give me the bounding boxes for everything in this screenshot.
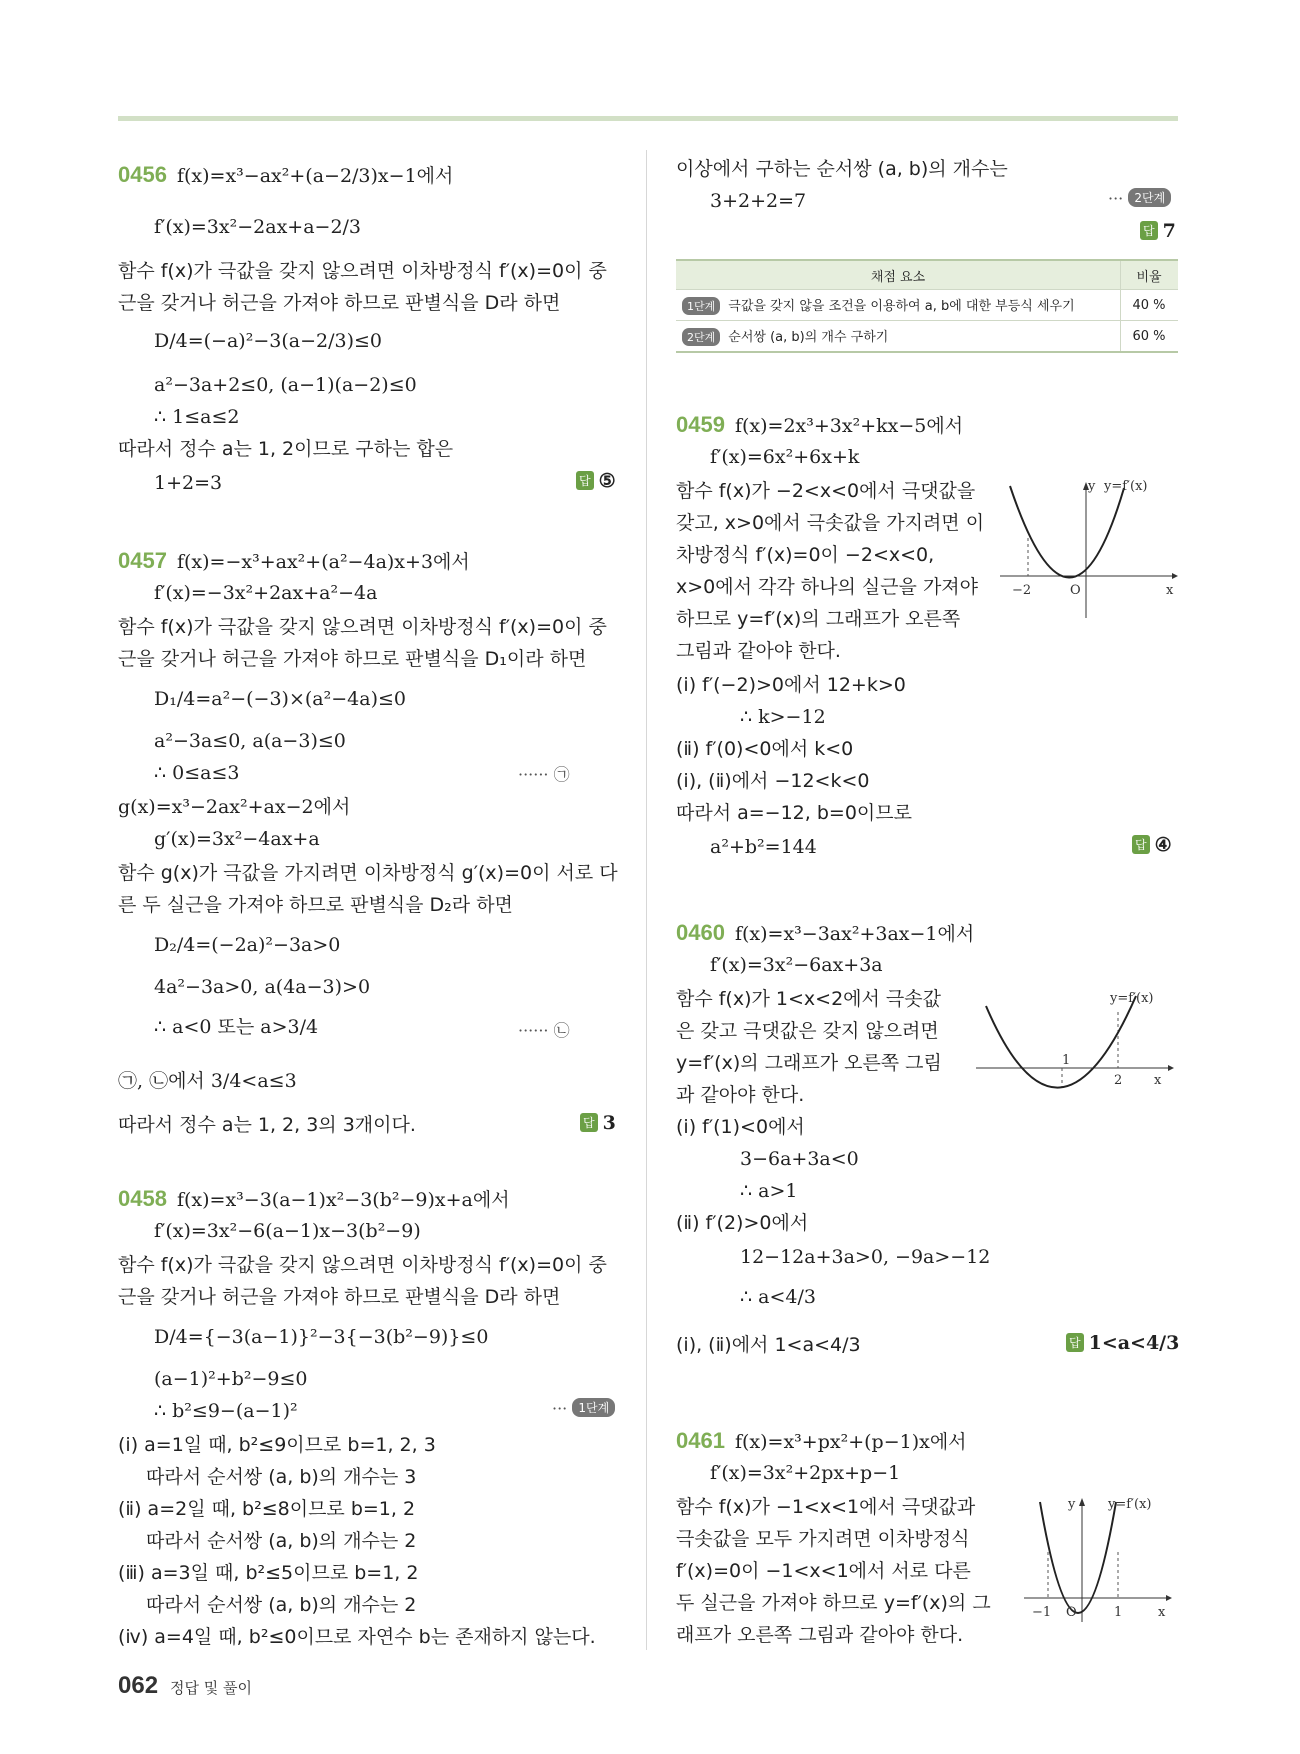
text-line: 극솟값을 모두 가지려면 이차방정식 [676, 1528, 970, 1550]
answer: 답 1<a<4/3 [1066, 1332, 1179, 1354]
formula-line: g′(x)=3x²−4ax+a [154, 828, 320, 850]
formula-line: ㉠, ㉡에서 3/4<a≤3 [118, 1070, 297, 1092]
formula-line: g(x)=x³−2ax²+ax−2에서 [118, 796, 351, 818]
y-label: y [1068, 1497, 1076, 1512]
case-line: 따라서 순서쌍 (a, b)의 개수는 3 [146, 1466, 417, 1488]
text-line: 함수 f(x)가 극값을 갖지 않으려면 이차방정식 f′(x)=0이 중 [118, 616, 607, 638]
formula-line: ∴ 1≤a≤2 [154, 406, 240, 428]
table-header-row [676, 260, 1178, 290]
tick-label: 1 [1062, 1053, 1071, 1068]
case-line: 따라서 순서쌍 (a, b)의 개수는 2 [146, 1594, 417, 1616]
text-line: 그림과 같아야 한다. [676, 640, 841, 662]
stage-1-badge: 1단계 [572, 1398, 615, 1417]
formula-line: 1+2=3 [154, 472, 223, 494]
y-label: y [1088, 479, 1096, 494]
formula-line: a²−3a≤0, a(a−3)≤0 [154, 730, 346, 752]
formula-line: ∴ a>1 [740, 1180, 798, 1202]
marker-2: ······ ㉡ [518, 1021, 570, 1040]
formula-line: ∴ 0≤a≤3 [154, 762, 240, 784]
formula-line: 3+2+2=7 [710, 190, 807, 212]
formula-line: f(x)=2x³+3x²+kx−5에서 [734, 415, 964, 437]
text-line: 과 같아야 한다. [676, 1084, 805, 1106]
origin-label: O [1066, 1605, 1077, 1620]
text-line: 래프가 오른쪽 그림과 같아야 한다. [676, 1624, 964, 1646]
text-line: 은 갖고 극댓값은 갖지 않으려면 [676, 1020, 939, 1042]
case-line: (ⅰ), (ⅱ)에서 1<a<4/3 [676, 1334, 861, 1356]
table-row [676, 321, 1178, 353]
text-line: 따라서 정수 a는 1, 2이므로 구하는 합은 [118, 438, 454, 460]
case-line: (ⅱ) f′(2)>0에서 [676, 1212, 809, 1234]
formula-line: f′(x)=−3x²+2ax+a²−4a [154, 582, 378, 604]
problem-0460-header [676, 920, 974, 947]
tick-label: −2 [1012, 583, 1032, 598]
formula-line: D/4={−3(a−1)}²−3{−3(b²−9)}≤0 [154, 1326, 489, 1348]
top-rule [118, 116, 1178, 121]
graph-0461 [1016, 1494, 1176, 1624]
graph-0460 [976, 984, 1176, 1094]
problem-number: 0459 [676, 412, 725, 437]
text-line: 함수 f(x)가 −1<x<1에서 극댓값과 [676, 1496, 976, 1518]
formula-line: f′(x)=3x²−2ax+a−2/3 [154, 216, 362, 238]
problem-0459-header [676, 412, 963, 439]
text-line: 따라서 a=−12, b=0이므로 [676, 802, 912, 824]
answer-badge: 답 [1066, 1333, 1084, 1352]
answer-badge: 답 [576, 471, 594, 490]
problem-0461-header [676, 1428, 967, 1455]
formula-line: D₁/4=a²−(−3)×(a²−4a)≤0 [154, 688, 406, 710]
marker-1: ······ ㉠ [518, 765, 570, 784]
column-divider [646, 150, 647, 1650]
formula-line: f′(x)=3x²−6ax+3a [710, 954, 883, 976]
stage-marker: ··· 1단계 [552, 1398, 615, 1418]
problem-0456-header [118, 162, 453, 189]
formula-line: (a−1)²+b²−9≤0 [154, 1368, 308, 1390]
formula-line: ∴ b²≤9−(a−1)² [154, 1400, 298, 1422]
text-line: 른 두 실근을 가져야 하므로 판별식을 D₂라 하면 [118, 894, 513, 916]
formula-line: f(x)=x³−3ax²+3ax−1에서 [734, 923, 975, 945]
x-label: x [1166, 583, 1174, 598]
tick-label: 1 [1114, 1605, 1123, 1620]
origin-label: O [1070, 583, 1081, 598]
table-cell: 40 % [1121, 290, 1179, 321]
formula-line: f(x)=x³−ax²+(a−2/3)x−1에서 [176, 165, 454, 187]
text-line: 함수 g(x)가 극값을 가지려면 이차방정식 g′(x)=0이 서로 다 [118, 862, 618, 884]
case-line: (ⅰ) a=1일 때, b²≤9이므로 b=1, 2, 3 [118, 1434, 436, 1456]
problem-number: 0456 [118, 162, 167, 187]
formula-line: f(x)=x³−3(a−1)x²−3(b²−9)x+a에서 [176, 1189, 510, 1211]
curve [1040, 1502, 1116, 1613]
table-row [676, 290, 1178, 321]
footer-label: 정답 및 풀이 [170, 1679, 252, 1697]
scoring-table [676, 259, 1178, 353]
problem-0457-header [118, 548, 470, 575]
x-arrow [1172, 573, 1178, 579]
formula-line: ∴ a<0 또는 a>3/4 [154, 1016, 319, 1038]
formula-line: D/4=(−a)²−3(a−2/3)≤0 [154, 330, 382, 352]
answer-badge: 답 [1140, 221, 1158, 240]
case-line: (ⅲ) a=3일 때, b²≤5이므로 b=1, 2 [118, 1562, 419, 1584]
x-label: x [1154, 1073, 1162, 1088]
text-line: 이상에서 구하는 순서쌍 (a, b)의 개수는 [676, 158, 1008, 180]
formula-line: D₂/4=(−2a)²−3a>0 [154, 934, 341, 956]
tick-label: −1 [1032, 1605, 1052, 1620]
text-line: y=f′(x)의 그래프가 오른쪽 그림 [676, 1052, 942, 1074]
formula-line: 4a²−3a>0, a(4a−3)>0 [154, 976, 371, 998]
curve-label: y=f′(x) [1108, 1497, 1152, 1512]
x-label: x [1158, 1605, 1166, 1620]
text-line: 함수 f(x)가 극값을 갖지 않으려면 이차방정식 f′(x)=0이 중 [118, 1254, 607, 1276]
case-line: (ⅱ) f′(0)<0에서 k<0 [676, 738, 854, 760]
table-cell: 60 % [1121, 321, 1179, 353]
table-cell: 2단계 순서쌍 (a, b)의 개수 구하기 [676, 321, 1121, 353]
text-line: 두 실근을 가져야 하므로 y=f′(x)의 그 [676, 1592, 991, 1614]
curve [1010, 486, 1124, 578]
answer: 답 ④ [1132, 834, 1172, 856]
answer-badge: 답 [1132, 835, 1150, 854]
problem-number: 0461 [676, 1428, 725, 1453]
text-line: 근을 갖거나 허근을 가져야 하므로 판별식을 D₁이라 하면 [118, 648, 587, 670]
formula-line: a²+b²=144 [710, 836, 817, 858]
text-line: 근을 갖거나 허근을 가져야 하므로 판별식을 D라 하면 [118, 292, 561, 314]
text-line: 차방정식 f′(x)=0이 −2<x<0, [676, 544, 935, 566]
table-header: 채점 요소 [676, 260, 1121, 290]
problem-number: 0458 [118, 1186, 167, 1211]
problem-number: 0460 [676, 920, 725, 945]
case-line: (ⅰ) f′(−2)>0에서 12+k>0 [676, 674, 906, 696]
formula-line: f′(x)=3x²+2px+p−1 [710, 1462, 901, 1484]
answer: 답 7 [1140, 220, 1176, 242]
case-line: (ⅰ) f′(1)<0에서 [676, 1116, 805, 1138]
formula-line: f(x)=−x³+ax²+(a²−4a)x+3에서 [176, 551, 470, 573]
graph-0459 [1000, 478, 1180, 618]
tick-label: 2 [1114, 1073, 1123, 1088]
text-line: 함수 f(x)가 1<x<2에서 극솟값 [676, 988, 941, 1010]
curve-label: y=f′(x) [1110, 991, 1154, 1006]
answer: 답 3 [580, 1112, 616, 1134]
case-line: 따라서 순서쌍 (a, b)의 개수는 2 [146, 1530, 417, 1552]
problem-number: 0457 [118, 548, 167, 573]
answer: 답 ⑤ [576, 470, 616, 492]
formula-line: f′(x)=3x²−6(a−1)x−3(b²−9) [154, 1220, 421, 1242]
text-line: 갖고, x>0에서 극솟값을 가지려면 이 [676, 512, 985, 534]
x-arrow [1168, 1065, 1174, 1071]
formula-line: 12−12a+3a>0, −9a>−12 [740, 1246, 991, 1268]
formula-line: f(x)=x³+px²+(p−1)x에서 [734, 1431, 967, 1453]
x-arrow [1166, 1595, 1172, 1601]
y-arrow [1079, 1498, 1085, 1506]
text-line: 근을 갖거나 허근을 가져야 하므로 판별식을 D라 하면 [118, 1286, 561, 1308]
formula-line: 3−6a+3a<0 [740, 1148, 859, 1170]
text-line: 하므로 y=f′(x)의 그래프가 오른쪽 [676, 608, 961, 630]
formula-line: f′(x)=6x²+6x+k [710, 446, 860, 468]
stage-2-badge: 2단계 [1128, 188, 1171, 207]
text-line: 따라서 정수 a는 1, 2, 3의 3개이다. [118, 1114, 416, 1136]
text-line: f′(x)=0이 −1<x<1에서 서로 다른 [676, 1560, 971, 1582]
text-line: 함수 f(x)가 극값을 갖지 않으려면 이차방정식 f′(x)=0이 중 [118, 260, 607, 282]
case-line: (ⅰ), (ⅱ)에서 −12<k<0 [676, 770, 870, 792]
case-line: (ⅱ) a=2일 때, b²≤8이므로 b=1, 2 [118, 1498, 416, 1520]
formula-line: ∴ k>−12 [740, 706, 826, 728]
formula-line: ∴ a<4/3 [740, 1286, 816, 1308]
text-line: 함수 f(x)가 −2<x<0에서 극댓값을 [676, 480, 976, 502]
problem-0458-header [118, 1186, 510, 1213]
page-number: 062 [118, 1672, 159, 1699]
case-line: (ⅳ) a=4일 때, b²≤0이므로 자연수 b는 존재하지 않는다. [118, 1626, 596, 1648]
table-header: 비율 [1121, 260, 1179, 290]
table-cell: 1단계 극값을 갖지 않을 조건을 이용하여 a, b에 대한 부등식 세우기 [676, 290, 1121, 321]
answer-badge: 답 [580, 1113, 598, 1132]
curve-label: y=f′(x) [1104, 479, 1148, 494]
formula-line: a²−3a+2≤0, (a−1)(a−2)≤0 [154, 374, 417, 396]
text-line: x>0에서 각각 하나의 실근을 가져야 [676, 576, 979, 598]
stage-marker: ··· 2단계 [1108, 188, 1171, 208]
